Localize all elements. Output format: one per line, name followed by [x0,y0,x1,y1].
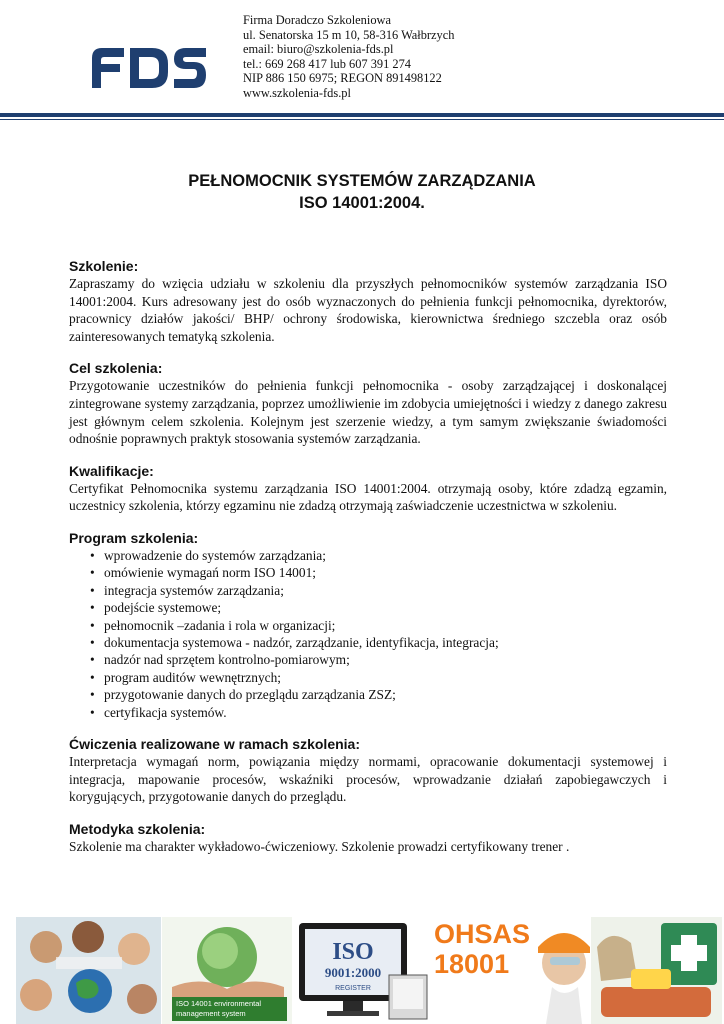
section-text: Certyfikat Pełnomocnika systemu zarządzania ISO 14001:2004. otrzymają osoby, które zdadzą egzamin, uczestnicy szkolenia, którzy egzaminu nie zdadzą otrzymają zaświadczenie uczestnictwa w szkoleniu. [69,480,667,514]
section-text: Przygotowanie uczestników do pełnienia funkcji pełnomocnika - osoby zarządzającej i doskonalącej zintegrowane systemy zarządzania, poprzez umożliwienie im zdobycia umiejętności i wiedzy z danego zakresu jest głównym celem szkolenia. Kolejnym jest szerzenie wiedzy, a tym samym zwiększanie świadomości odnośnie poprawnych praktyk stosowania systemów zarządzania. [69,378,667,447]
title-line-2: ISO 14001:2004. [299,194,425,212]
section-cwiczenia [69,736,667,806]
company-website[interactable]: www.szkolenia-fds.pl [243,85,351,100]
iso-label: ISO [332,939,374,965]
list-item: • pełnomocnik –zadania i rola w organizacji; [91,617,667,634]
ohsas-title [434,919,530,979]
section-cel [69,360,667,447]
section-szkolenie [69,258,667,345]
company-phone: tel.: 669 268 417 lub 607 391 274 [243,56,411,71]
env-caption-line-1: ISO 14001 environmental [176,999,262,1008]
ohsas-line-1: OHSAS [434,919,531,949]
fds-logo [90,44,208,90]
section-kwalifikacje [69,463,667,515]
environment-hands-photo [162,917,292,1024]
ohsas-line-2: 18001 [434,949,510,979]
section-text: Szkolenie ma charakter wykładowo-ćwiczeniowy. Szkolenie prowadzi certyfikowany trener . [69,838,570,854]
env-caption [172,997,287,1021]
company-nip-regon: NIP 886 150 6975; REGON 891498122 [243,71,442,86]
footer-photo-strip [16,917,722,1024]
section-heading: Ćwiczenia realizowane w ramach szkolenia: [69,736,360,752]
list-item: • nadzór nad sprzętem kontrolno-pomiarowym; [91,651,667,668]
section-heading: Metodyka szkolenia: [69,820,206,837]
company-email[interactable]: email: biuro@szkolenia-fds.pl [243,42,394,57]
page-title [0,170,724,214]
section-text: Zapraszamy do wzięcia udziału w szkoleniu dla przyszłych pełnomocników systemów zarządzania ISO 14001:2004. Kurs adresowany jest do osób wyznaczonych do pełnienia funkcji pełnomocnika, dyrektorów, pracownicy działów jakości/ BHP/ ochrony środowiska, kierownictwa średniego szczebla oraz osób zainteresowanych tematyką szkolenia. [69,276,667,344]
section-text: Interpretacja wymagań norm, powiązania między normami, opracowanie dokumentacji systemowej i integracja, mapowanie procesów, wskaźniki procesów, wprowadzanie działań zapobiegawczych i korygujących, przygotowanie danych do przeglądu. [69,754,667,805]
iso-register: REGISTER [335,985,371,992]
list-item: • dokumentacja systemowa - nadzór, zarządzanie, identyfikacja, integracja; [91,634,667,651]
list-item: • integracja systemów zarządzania; [91,582,667,599]
list-item: • podejście systemowe; [91,599,667,616]
letterhead [0,0,724,120]
ohsas-worker-photo [432,917,590,1024]
section-metodyka [69,821,667,856]
list-item: • certyfikacja systemów. [91,704,667,721]
list-item: • program auditów wewnętrznych; [91,669,667,686]
list-item: • omówienie wymagań norm ISO 14001; [91,564,667,581]
section-program [69,530,667,721]
section-heading: Kwalifikacje: [69,462,154,479]
section-heading: Cel szkolenia: [69,360,163,377]
list-item: • wprowadzenie do systemów zarządzania; [91,547,667,564]
safety-equipment-photo [591,917,722,1024]
header-divider-thin [0,119,724,120]
section-heading: Program szkolenia: [69,529,199,546]
company-contact-block [243,13,454,101]
course-description [69,258,667,870]
iso-standard: 9001:2000 [324,965,382,980]
company-address: ul. Senatorska 15 m 10, 58-316 Wałbrzych [243,27,455,42]
program-list [69,547,667,721]
company-name: Firma Doradczo Szkoleniowa [243,13,391,27]
children-globe-photo [16,917,161,1024]
iso-monitor-photo [293,917,431,1024]
section-heading: Szkolenie: [69,258,139,274]
list-item: • przygotowanie danych do przeglądu zarządzania ZSZ; [91,686,667,703]
header-divider [0,113,724,117]
env-caption-line-2: management system [176,1009,246,1018]
title-line-1: PEŁNOMOCNIK SYSTEMÓW ZARZĄDZANIA [188,172,536,190]
